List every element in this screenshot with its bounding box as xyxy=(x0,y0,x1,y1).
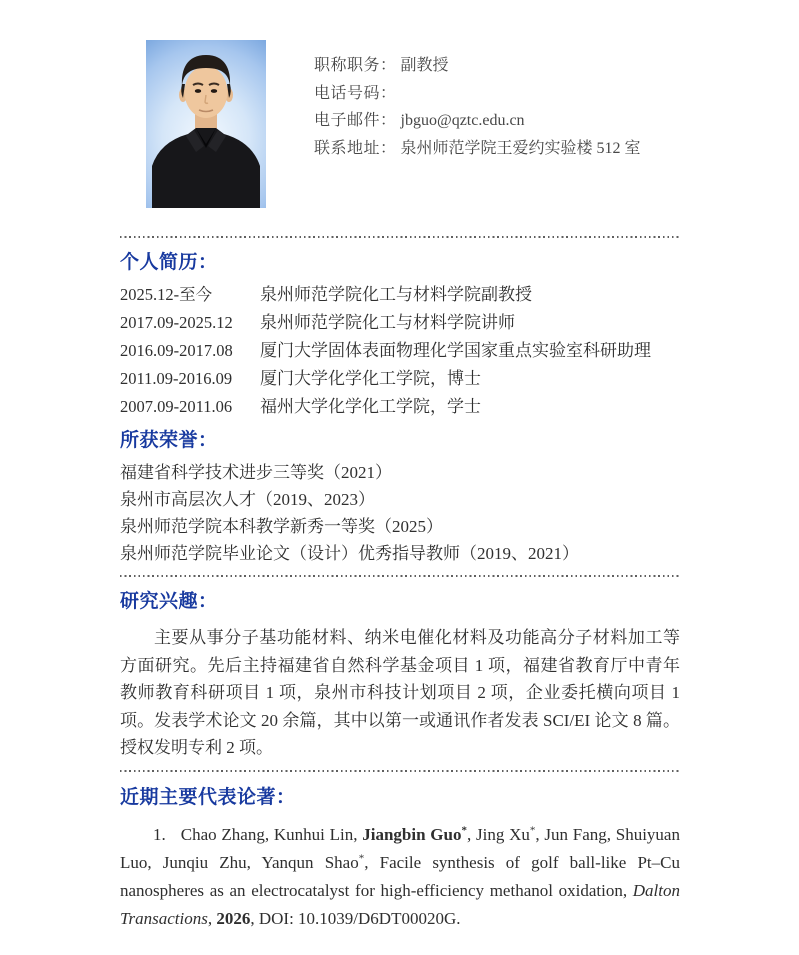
contact-label: 职称职务： xyxy=(314,57,397,74)
dotted-separator xyxy=(120,770,680,773)
publication-number: 1. xyxy=(153,824,166,844)
dotted-separator xyxy=(120,574,680,577)
contact-row-email xyxy=(314,107,641,135)
resume-row xyxy=(120,281,680,309)
contact-value: 泉州师范学院王爱约实验楼 512 室 xyxy=(400,139,641,157)
honor-list xyxy=(120,459,680,567)
publication-citation: Chao Zhang, Kunhui Lin, Jiangbin Guo*, Jing Xu*, Jun Fang, Shuiyuan Luo, Junqiu Zhu, Yanqun Shao*, Facile synthesis of golf ball-like Pt–Cu nanospheres as an electrocatalyst for high-efficiency methanol oxidation, Dalton Transactions, 2026, DOI: 10.1039/D6DT00020G. xyxy=(120,823,680,928)
section-title-resume: 个人简历： xyxy=(120,252,218,273)
contact-label: 联系地址： xyxy=(314,139,397,157)
honor-item: 泉州师范学院本科教学新秀一等奖（2025） xyxy=(120,517,443,536)
contact-row-address xyxy=(314,135,641,163)
resume-period: 2017.09-2025.12 xyxy=(120,313,233,332)
contact-info xyxy=(314,40,641,208)
section-title-publications: 近期主要代表论著： xyxy=(120,786,296,808)
portrait-illustration xyxy=(146,40,266,208)
honor-item: 福建省科学技术进步三等奖（2021） xyxy=(120,463,392,482)
resume-description: 福州大学化学化工学院，学士 xyxy=(260,397,481,416)
section-title-honors: 所获荣誉： xyxy=(120,430,218,451)
resume-description: 泉州师范学院化工与材料学院讲师 xyxy=(260,313,515,332)
profile-header xyxy=(146,40,680,208)
resume-period: 2011.09-2016.09 xyxy=(120,369,233,388)
resume-period: 2025.12-至今 xyxy=(120,285,213,304)
honor-item: 泉州市高层次人才（2019、2023） xyxy=(120,490,375,509)
contact-label: 电子邮件： xyxy=(314,112,397,129)
resume-list xyxy=(120,281,680,421)
contact-row-phone xyxy=(314,80,641,108)
resume-period: 2016.09-2017.08 xyxy=(120,341,233,360)
section-title-interests: 研究兴趣： xyxy=(120,591,218,612)
profile-photo xyxy=(146,40,266,208)
dotted-separator xyxy=(120,235,680,238)
resume-row xyxy=(120,309,680,337)
resume-row xyxy=(120,337,680,365)
contact-value: 副教授 xyxy=(400,57,449,74)
contact-label: 电话号码： xyxy=(314,84,397,102)
contact-row-title xyxy=(314,52,641,80)
contact-email-value: jbguo@qztc.edu.cn xyxy=(400,112,525,129)
publication-item xyxy=(120,821,680,933)
faculty-profile-page xyxy=(0,40,799,955)
resume-row xyxy=(120,393,680,421)
interests-paragraph: 主要从事分子基功能材料、纳米电催化材料及功能高分子材料加工等方面研究。先后主持福建省自然科学基金项目 1 项，福建省教育厅中青年教师教育科研项目 1 项，泉州市科技计划项目 2 项，企业委托横向项目 1 项。发表学术论文 20 余篇，其中以第一或通讯作者发表 SCI/EI 论文 8 篇。授权发明专利 2 项。 xyxy=(120,628,680,757)
honor-item: 泉州师范学院毕业论文（设计）优秀指导教师（2019、2021） xyxy=(120,544,579,563)
resume-description: 厦门大学固体表面物理化学国家重点实验室科研助理 xyxy=(260,341,651,360)
resume-description: 泉州师范学院化工与材料学院副教授 xyxy=(260,285,532,304)
resume-row xyxy=(120,365,680,393)
resume-description: 厦门大学化学化工学院，博士 xyxy=(260,369,481,388)
resume-period: 2007.09-2011.06 xyxy=(120,397,233,416)
